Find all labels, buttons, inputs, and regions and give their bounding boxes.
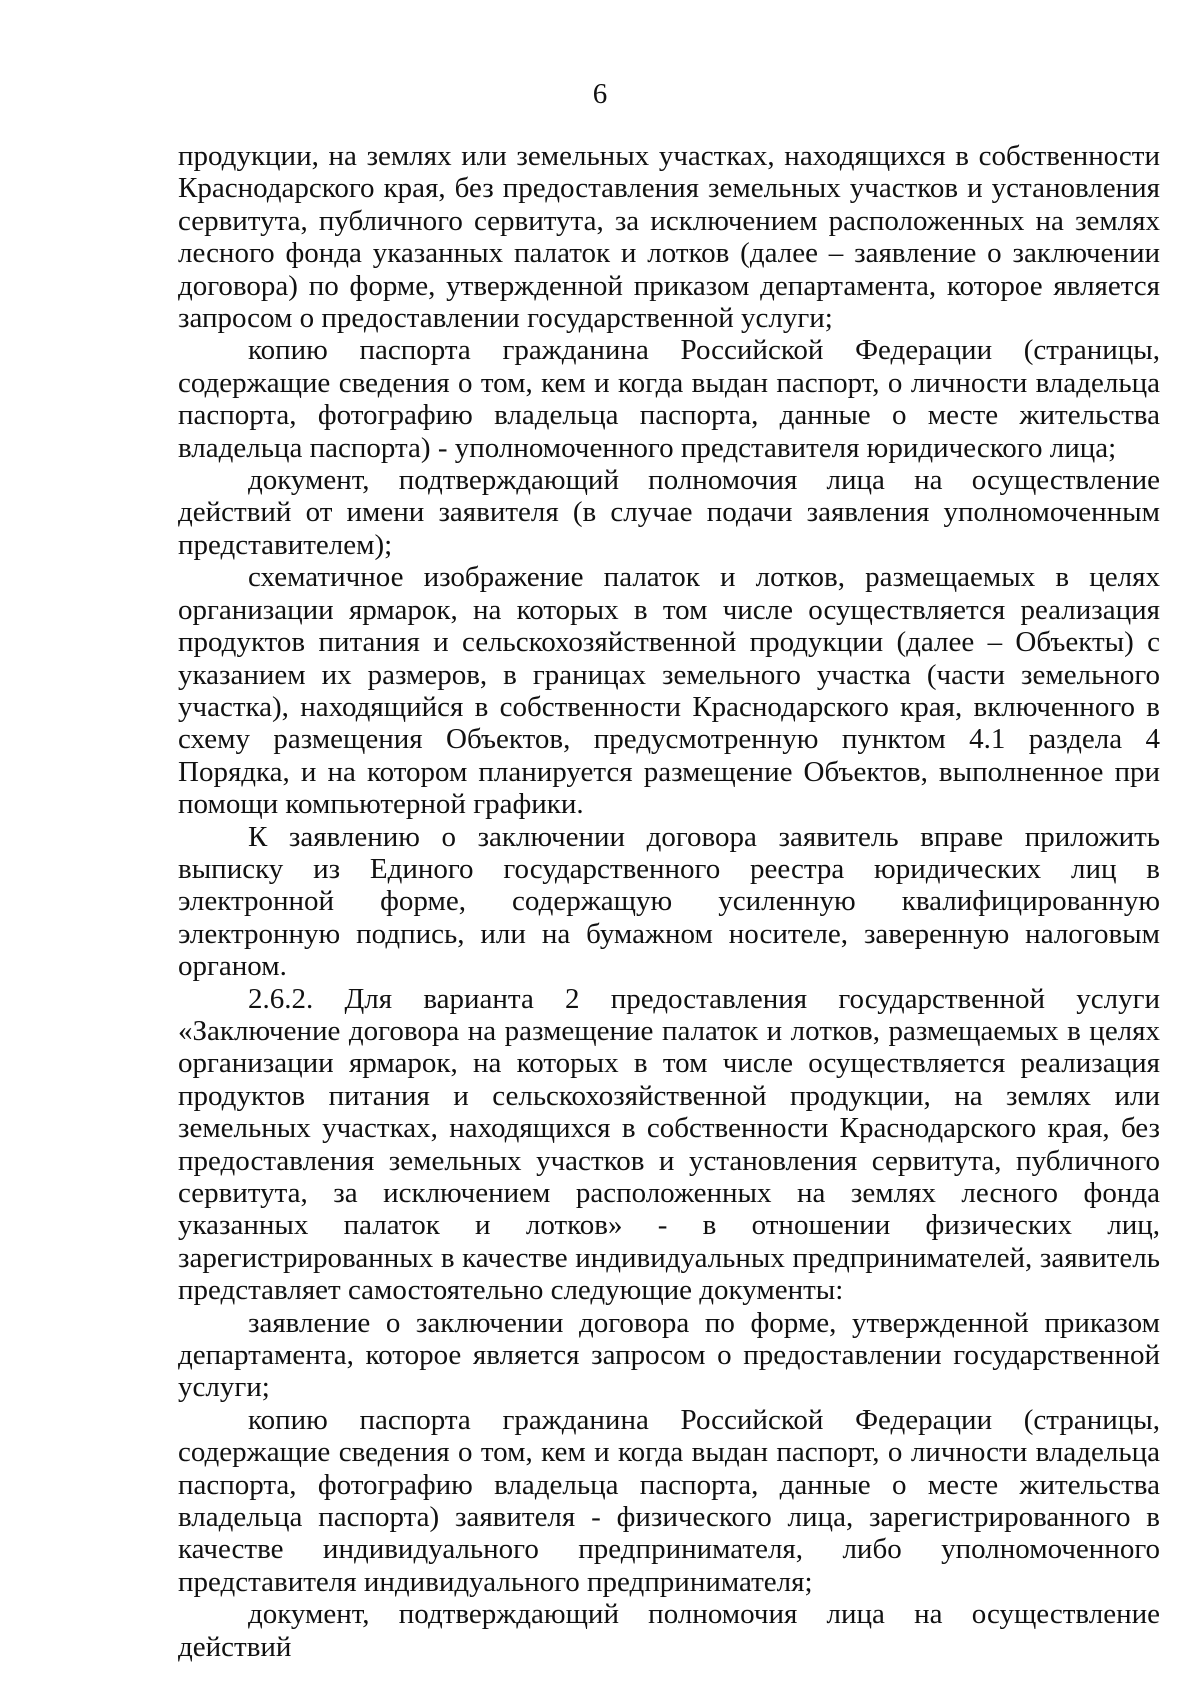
paragraph-7: заявление о заключении договора по форме, утвержденной приказом департамента, которое является запросом о предоставлении государственной услуги; [178, 1306, 1160, 1404]
paragraph-1: продукции, на землях или земельных участках, находящихся в собственности Краснодарского края, без предоставления земельных участков и установления сервитута, публичного сервитута, за исключением расположенных на землях лесного фонда указанных палаток и лотков (далее – заявление о заключении договора) по форме, утвержденной приказом департамента, которое является запросом о предоставлении государственной услуги; [178, 140, 1160, 335]
paragraph-2: копию паспорта гражданина Российской Федерации (страницы, содержащие сведения о том, кем и когда выдан паспорт, о личности владельца паспорта, фотографию владельца паспорта, данные о месте жительства владельца паспорта) - уполномоченного представителя юридического лица; [178, 334, 1160, 464]
paragraph-3: документ, подтверждающий полномочия лица на осуществление действий от имени заявителя (в случае подачи заявления уполномоченным представителем); [178, 464, 1160, 561]
page-number: 6 [592, 78, 608, 110]
paragraph-9: документ, подтверждающий полномочия лица на осуществление действий [178, 1598, 1160, 1663]
paragraph-5: К заявлению о заключении договора заявитель вправе приложить выписку из Единого государственного реестра юридических лиц в электронной форме, содержащую усиленную квалифицированную электронную подпись, или на бумажном носителе, заверенную налоговым органом. [178, 820, 1160, 983]
paragraph-6: 2.6.2. Для варианта 2 предоставления государственной услуги «Заключение договора на размещение палаток и лотков, размещаемых в целях организации ярмарок, на которых в том числе осуществляется реализация продуктов питания и сельскохозяйственной продукции, на землях или земельных участках, находящихся в собственности Краснодарского края, без предоставления земельных участков и установления сервитута, публичного сервитута, за исключением расположенных на землях лесного фонда указанных палаток и лотков» - в отношении физических лиц, зарегистрированных в качестве индивидуальных предпринимателей, заявитель представляет самостоятельно следующие документы: [178, 982, 1160, 1307]
paragraph-4: схематичное изображение палаток и лотков, размещаемых в целях организации ярмарок, на которых в том числе осуществляется реализация продуктов питания и сельскохозяйственной продукции (далее – Объекты) с указанием их размеров, в границах земельного участка (части земельного участка), находящийся в собственности Краснодарского края, включенного в схему размещения Объектов, предусмотренную пунктом 4.1 раздела 4 Порядка, и на котором планируется размещение Объектов, выполненное при помощи компьютерной графики. [178, 561, 1160, 821]
paragraph-8: копию паспорта гражданина Российской Федерации (страницы, содержащие сведения о том, кем и когда выдан паспорт, о личности владельца паспорта, фотографию владельца паспорта, данные о месте жительства владельца паспорта) заявителя - физического лица, зарегистрированного в качестве индивидуального предпринимателя, либо уполномоченного представителя индивидуального предпринимателя; [178, 1403, 1160, 1598]
document-body [178, 140, 1160, 1663]
